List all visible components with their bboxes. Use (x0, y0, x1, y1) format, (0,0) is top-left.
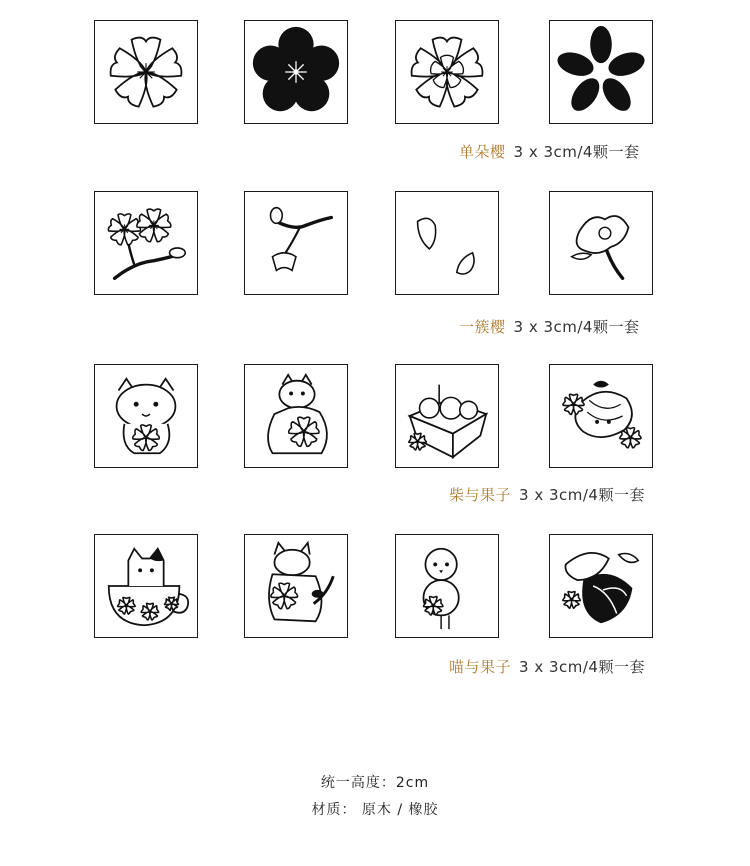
set-name: 喵与果子 (449, 658, 512, 676)
set-name: 一簇樱 (459, 318, 506, 336)
stamp-tile (244, 191, 348, 295)
sakura-branch-icon (95, 192, 197, 294)
stamp-tile (549, 20, 653, 124)
cat-in-teacup-icon (95, 535, 197, 637)
leaf-mochi-icon (550, 535, 652, 637)
stamp-tile (395, 20, 499, 124)
sakura-bud-branch-icon (245, 192, 347, 294)
stamp-tile (244, 364, 348, 468)
set-spec: 3 x 3cm/4颗一套 (519, 658, 645, 676)
material-text: 材质： 原木 / 橡胶 (311, 802, 439, 818)
stamp-tile (549, 191, 653, 295)
stamp-tile (94, 364, 198, 468)
stamp-tile (244, 534, 348, 638)
sakura-double-outline-icon (396, 21, 498, 123)
sakura-outline-icon (95, 21, 197, 123)
uniform-height-text: 统一高度：2cm (320, 775, 430, 791)
stamp-tile (94, 20, 198, 124)
shiba-sitting-flower-icon (245, 365, 347, 467)
sakura-side-flower-icon (550, 192, 652, 294)
set-caption (459, 316, 639, 337)
stamp-tile (94, 534, 198, 638)
shiba-holding-flower-icon (95, 365, 197, 467)
stamp-tile (395, 191, 499, 295)
stamp-tile (549, 534, 653, 638)
stamp-tile (395, 534, 499, 638)
sakura-solid-petals-icon (550, 21, 652, 123)
sakura-solid-icon (245, 21, 347, 123)
set-spec: 3 x 3cm/4颗一套 (513, 143, 640, 161)
sakura-mochi-icon (550, 365, 652, 467)
cat-hugging-flower-icon (245, 535, 347, 637)
set-spec: 3 x 3cm/4颗一套 (519, 486, 645, 504)
stamp-tile (244, 20, 348, 124)
set-caption (449, 656, 645, 677)
wagashi-box-icon (396, 365, 498, 467)
set-name: 单朵樱 (459, 143, 506, 161)
stamp-tile (94, 191, 198, 295)
sakura-petals-icon (396, 192, 498, 294)
stamp-tile (395, 364, 499, 468)
set-caption (459, 141, 639, 162)
stamp-tile (549, 364, 653, 468)
set-name: 柴与果子 (449, 486, 512, 504)
set-spec: 3 x 3cm/4颗一套 (513, 318, 640, 336)
dango-snowman-icon (396, 535, 498, 637)
set-caption (449, 484, 645, 505)
